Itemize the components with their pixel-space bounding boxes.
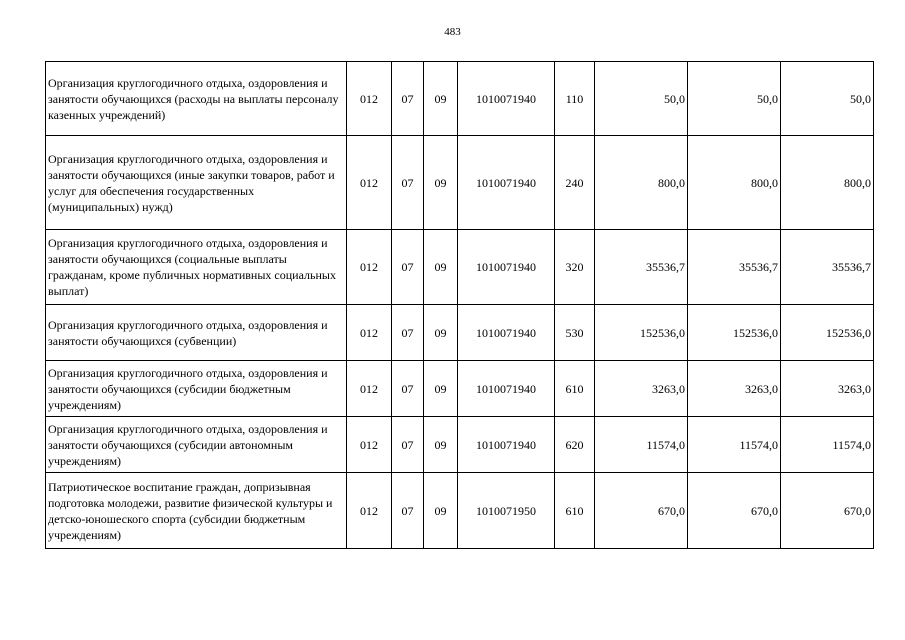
section-code: 07 [392, 136, 424, 230]
amount-3: 50,0 [781, 62, 874, 136]
grbs-code: 012 [347, 417, 392, 473]
table-row [46, 361, 874, 417]
grbs-code: 012 [347, 473, 392, 549]
expense-type-code: 110 [555, 62, 595, 136]
expense-type-code: 620 [555, 417, 595, 473]
table-row [46, 62, 874, 136]
expense-type-code: 530 [555, 305, 595, 361]
table-row [46, 305, 874, 361]
section-code: 07 [392, 62, 424, 136]
amount-3: 800,0 [781, 136, 874, 230]
section-code: 07 [392, 417, 424, 473]
subsection-code: 09 [424, 473, 458, 549]
row-name: Организация круглогодичного отдыха, оздоровления и занятости обучающихся (расходы на выплаты персоналу казенных учреждений) [46, 62, 347, 136]
subsection-code: 09 [424, 136, 458, 230]
subsection-code: 09 [424, 62, 458, 136]
subsection-code: 09 [424, 417, 458, 473]
section-code: 07 [392, 473, 424, 549]
subsection-code: 09 [424, 361, 458, 417]
grbs-code: 012 [347, 62, 392, 136]
amount-2: 35536,7 [688, 230, 781, 305]
amount-3: 3263,0 [781, 361, 874, 417]
grbs-code: 012 [347, 136, 392, 230]
table-row [46, 473, 874, 549]
amount-1: 50,0 [595, 62, 688, 136]
row-name: Организация круглогодичного отдыха, оздоровления и занятости обучающихся (социальные выплаты гражданам, кроме публичных нормативных социальных выплат) [46, 230, 347, 305]
target-article-code: 1010071940 [458, 62, 555, 136]
expense-type-code: 240 [555, 136, 595, 230]
amount-2: 50,0 [688, 62, 781, 136]
section-code: 07 [392, 361, 424, 417]
target-article-code: 1010071940 [458, 136, 555, 230]
target-article-code: 1010071940 [458, 230, 555, 305]
section-code: 07 [392, 305, 424, 361]
subsection-code: 09 [424, 305, 458, 361]
row-name: Организация круглогодичного отдыха, оздоровления и занятости обучающихся (субвенции) [46, 305, 347, 361]
budget-table [45, 61, 874, 549]
target-article-code: 1010071940 [458, 361, 555, 417]
amount-1: 11574,0 [595, 417, 688, 473]
row-name: Патриотическое воспитание граждан, допризывная подготовка молодежи, развитие физической культуры и детско-юношеского спорта (субсидии бюджетным учреждениям) [46, 473, 347, 549]
section-code: 07 [392, 230, 424, 305]
table-row [46, 417, 874, 473]
amount-2: 670,0 [688, 473, 781, 549]
amount-2: 11574,0 [688, 417, 781, 473]
expense-type-code: 610 [555, 473, 595, 549]
amount-2: 800,0 [688, 136, 781, 230]
expense-type-code: 320 [555, 230, 595, 305]
target-article-code: 1010071950 [458, 473, 555, 549]
grbs-code: 012 [347, 305, 392, 361]
grbs-code: 012 [347, 361, 392, 417]
row-name: Организация круглогодичного отдыха, оздоровления и занятости обучающихся (субсидии бюджетным учреждениям) [46, 361, 347, 417]
page-number: 483 [444, 26, 461, 38]
amount-3: 11574,0 [781, 417, 874, 473]
amount-2: 152536,0 [688, 305, 781, 361]
target-article-code: 1010071940 [458, 417, 555, 473]
expense-type-code: 610 [555, 361, 595, 417]
subsection-code: 09 [424, 230, 458, 305]
table-row [46, 136, 874, 230]
amount-3: 35536,7 [781, 230, 874, 305]
row-name: Организация круглогодичного отдыха, оздоровления и занятости обучающихся (иные закупки товаров, работ и услуг для обеспечения государственных (муниципальных) нужд) [46, 136, 347, 230]
amount-3: 152536,0 [781, 305, 874, 361]
amount-1: 3263,0 [595, 361, 688, 417]
amount-1: 152536,0 [595, 305, 688, 361]
amount-1: 800,0 [595, 136, 688, 230]
target-article-code: 1010071940 [458, 305, 555, 361]
amount-1: 670,0 [595, 473, 688, 549]
amount-2: 3263,0 [688, 361, 781, 417]
amount-3: 670,0 [781, 473, 874, 549]
amount-1: 35536,7 [595, 230, 688, 305]
grbs-code: 012 [347, 230, 392, 305]
table-row [46, 230, 874, 305]
row-name: Организация круглогодичного отдыха, оздоровления и занятости обучающихся (субсидии автономным учреждениям) [46, 417, 347, 473]
